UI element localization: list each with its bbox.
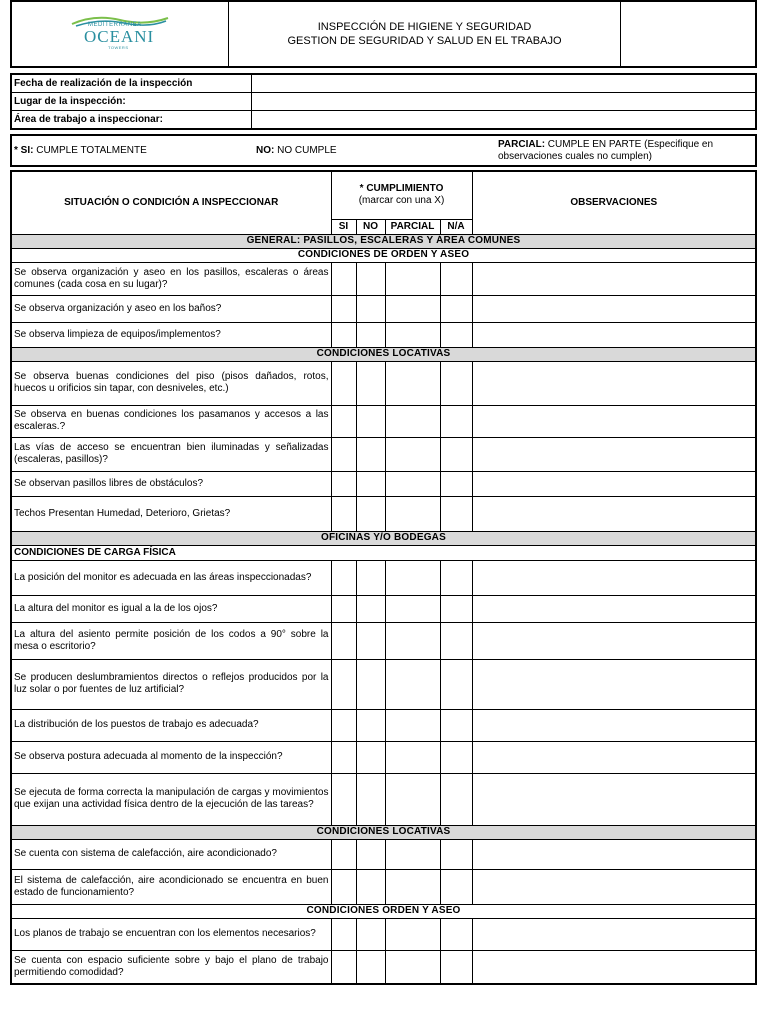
check-na[interactable] <box>440 595 472 622</box>
column-parcial: PARCIAL <box>385 219 440 234</box>
legend-parcial-text: CUMPLE EN PARTE (Especifique en observaciones cuales no cumplen) <box>498 138 714 162</box>
observation-cell[interactable] <box>472 918 756 950</box>
check-si[interactable] <box>331 659 356 709</box>
table-row <box>11 405 756 437</box>
question-text: Se observa organización y aseo en los pasillos, escaleras o áreas comunes (cada cosa en su lugar)? <box>11 262 331 295</box>
check-parcial[interactable] <box>385 471 440 496</box>
code-cell <box>621 1 757 67</box>
check-si[interactable] <box>331 839 356 869</box>
check-si[interactable] <box>331 361 356 405</box>
check-si[interactable] <box>331 741 356 773</box>
company-logo <box>70 14 170 54</box>
check-parcial[interactable] <box>385 560 440 595</box>
question-text: Se producen deslumbramientos directos o reflejos producidos por la luz solar o por fuentes de luz artificial? <box>11 659 331 709</box>
observation-cell[interactable] <box>472 622 756 659</box>
question-text: Los planos de trabajo se encuentran con los elementos necesarios? <box>11 918 331 950</box>
check-parcial[interactable] <box>385 709 440 741</box>
check-no[interactable] <box>356 437 385 471</box>
column-no: NO <box>356 219 385 234</box>
section-locativas-2: CONDICIONES LOCATIVAS <box>11 825 756 839</box>
check-si[interactable] <box>331 560 356 595</box>
observation-cell[interactable] <box>472 437 756 471</box>
area-label: Área de trabajo a inspeccionar: <box>11 111 252 130</box>
check-no[interactable] <box>356 262 385 295</box>
check-no[interactable] <box>356 773 385 825</box>
question-text: Se observa buenas condiciones del piso (pisos dañados, rotos, huecos u orificios sin tapar, con desniveles, etc.) <box>11 361 331 405</box>
column-situacion: SITUACIÓN O CONDICIÓN A INSPECCIONAR <box>11 171 331 234</box>
check-no[interactable] <box>356 869 385 904</box>
logo-main: OCEANI <box>84 27 155 46</box>
fecha-label: Fecha de realización de la inspección <box>11 74 252 93</box>
check-na[interactable] <box>440 361 472 405</box>
question-text: El sistema de calefacción, aire acondicionado se encuentra en buen estado de funcionamiento? <box>11 869 331 904</box>
area-field[interactable] <box>252 111 757 130</box>
question-text: La altura del asiento permite posición de los codos a 90° sobre la mesa o escritorio? <box>11 622 331 659</box>
inspection-info <box>10 73 757 130</box>
table-row <box>11 322 756 347</box>
table-row <box>11 950 756 984</box>
cumplimiento-title: * CUMPLIMIENTO <box>359 183 444 195</box>
check-no[interactable] <box>356 496 385 531</box>
check-no[interactable] <box>356 595 385 622</box>
observation-cell[interactable] <box>472 595 756 622</box>
check-no[interactable] <box>356 622 385 659</box>
check-si[interactable] <box>331 773 356 825</box>
document-header <box>10 0 757 68</box>
check-parcial[interactable] <box>385 950 440 984</box>
check-na[interactable] <box>440 560 472 595</box>
table-row <box>11 869 756 904</box>
table-row <box>11 709 756 741</box>
check-si[interactable] <box>331 295 356 322</box>
legend-no-key: NO: <box>256 145 275 156</box>
check-si[interactable] <box>331 918 356 950</box>
observation-cell[interactable] <box>472 950 756 984</box>
check-parcial[interactable] <box>385 295 440 322</box>
observation-cell[interactable] <box>472 709 756 741</box>
check-no[interactable] <box>356 839 385 869</box>
check-no[interactable] <box>356 295 385 322</box>
check-si[interactable] <box>331 869 356 904</box>
check-no[interactable] <box>356 659 385 709</box>
check-no[interactable] <box>356 950 385 984</box>
question-text: Techos Presentan Humedad, Deterioro, Grietas? <box>11 496 331 531</box>
table-row <box>11 773 756 825</box>
question-text: Se observa limpieza de equipos/implementos? <box>11 322 331 347</box>
question-text: La posición del monitor es adecuada en las áreas inspeccionadas? <box>11 560 331 595</box>
check-parcial[interactable] <box>385 869 440 904</box>
cumplimiento-subtitle: (marcar con una X) <box>358 195 445 207</box>
check-no[interactable] <box>356 741 385 773</box>
question-text: Se ejecuta de forma correcta la manipulación de cargas y movimientos que exijan una actividad física dentro de la ejecución de las tareas? <box>11 773 331 825</box>
check-parcial[interactable] <box>385 741 440 773</box>
check-no[interactable] <box>356 471 385 496</box>
table-row <box>11 437 756 471</box>
check-na[interactable] <box>440 709 472 741</box>
question-text: Se cuenta con sistema de calefacción, aire acondicionado? <box>11 839 331 869</box>
legend-no <box>254 135 496 166</box>
question-text: La altura del monitor es igual a la de los ojos? <box>11 595 331 622</box>
check-na[interactable] <box>440 741 472 773</box>
observation-cell[interactable] <box>472 262 756 295</box>
check-parcial[interactable] <box>385 918 440 950</box>
check-parcial[interactable] <box>385 322 440 347</box>
table-row <box>11 471 756 496</box>
question-text: Se observan pasillos libres de obstáculos? <box>11 471 331 496</box>
check-parcial[interactable] <box>385 659 440 709</box>
check-na[interactable] <box>440 622 472 659</box>
lugar-field[interactable] <box>252 93 757 111</box>
table-row <box>11 262 756 295</box>
check-si[interactable] <box>331 405 356 437</box>
check-parcial[interactable] <box>385 595 440 622</box>
check-si[interactable] <box>331 709 356 741</box>
checklist-table <box>10 170 757 985</box>
check-na[interactable] <box>440 950 472 984</box>
column-na: N/A <box>440 219 472 234</box>
check-na[interactable] <box>440 869 472 904</box>
check-parcial[interactable] <box>385 622 440 659</box>
legend-si <box>11 135 254 166</box>
check-na[interactable] <box>440 295 472 322</box>
table-row <box>11 659 756 709</box>
table-row <box>11 496 756 531</box>
check-no[interactable] <box>356 709 385 741</box>
check-parcial[interactable] <box>385 361 440 405</box>
check-no[interactable] <box>356 322 385 347</box>
check-parcial[interactable] <box>385 405 440 437</box>
column-si: SI <box>331 219 356 234</box>
check-na[interactable] <box>440 322 472 347</box>
table-row <box>11 741 756 773</box>
check-na[interactable] <box>440 839 472 869</box>
check-na[interactable] <box>440 918 472 950</box>
question-text: Se observa organización y aseo en los baños? <box>11 295 331 322</box>
observation-cell[interactable] <box>472 471 756 496</box>
legend-no-text: NO CUMPLE <box>274 145 337 156</box>
check-si[interactable] <box>331 595 356 622</box>
column-cumplimiento <box>331 171 472 219</box>
column-observaciones: OBSERVACIONES <box>472 171 756 234</box>
check-si[interactable] <box>331 496 356 531</box>
lugar-label: Lugar de la inspección: <box>11 93 252 111</box>
document-title <box>229 1 621 67</box>
legend-parcial-key: PARCIAL: <box>498 138 546 150</box>
observation-cell[interactable] <box>472 322 756 347</box>
section-general: GENERAL: PASILLOS, ESCALERAS Y ÁREA COMUNES <box>11 234 756 248</box>
observation-cell[interactable] <box>472 773 756 825</box>
check-na[interactable] <box>440 262 472 295</box>
check-na[interactable] <box>440 773 472 825</box>
table-row <box>11 295 756 322</box>
table-row <box>11 560 756 595</box>
question-text: Se observa postura adecuada al momento de la inspección? <box>11 741 331 773</box>
check-no[interactable] <box>356 405 385 437</box>
check-si[interactable] <box>331 471 356 496</box>
table-row <box>11 622 756 659</box>
question-text: Se cuenta con espacio suficiente sobre y bajo el plano de trabajo permitiendo comodidad? <box>11 950 331 984</box>
observation-cell[interactable] <box>472 741 756 773</box>
observation-cell[interactable] <box>472 361 756 405</box>
title-line-1: INSPECCIÓN DE HIGIENE Y SEGURIDAD <box>317 21 532 33</box>
legend-parcial <box>496 135 756 166</box>
check-si[interactable] <box>331 262 356 295</box>
check-parcial[interactable] <box>385 437 440 471</box>
logo-cell <box>11 1 229 67</box>
check-parcial[interactable] <box>385 262 440 295</box>
check-no[interactable] <box>356 918 385 950</box>
legend <box>10 134 757 167</box>
observation-cell[interactable] <box>472 405 756 437</box>
check-na[interactable] <box>440 471 472 496</box>
title-line-2: GESTION DE SEGURIDAD Y SALUD EN EL TRABAJO <box>287 35 562 47</box>
section-carga-fisica: CONDICIONES DE CARGA FÍSICA <box>11 545 756 560</box>
question-text: La distribución de los puestos de trabajo es adecuada? <box>11 709 331 741</box>
table-row <box>11 595 756 622</box>
legend-si-key: * SI: <box>14 145 34 156</box>
legend-si-text: CUMPLE TOTALMENTE <box>33 145 147 156</box>
observation-cell[interactable] <box>472 560 756 595</box>
check-parcial[interactable] <box>385 839 440 869</box>
question-text: Se observa en buenas condiciones los pasamanos y accesos a las escaleras.? <box>11 405 331 437</box>
observation-cell[interactable] <box>472 496 756 531</box>
observation-cell[interactable] <box>472 295 756 322</box>
table-row <box>11 361 756 405</box>
check-na[interactable] <box>440 437 472 471</box>
section-orden-aseo-1: CONDICIONES DE ORDEN Y ASEO <box>11 248 756 262</box>
check-na[interactable] <box>440 659 472 709</box>
fecha-field[interactable] <box>252 74 757 93</box>
table-row <box>11 918 756 950</box>
section-orden-aseo-2: CONDICIONES ORDEN Y ASEO <box>11 904 756 918</box>
observation-cell[interactable] <box>472 869 756 904</box>
table-row <box>11 839 756 869</box>
logo-small-top: MEDITERRANEA <box>88 22 142 28</box>
check-si[interactable] <box>331 622 356 659</box>
check-parcial[interactable] <box>385 496 440 531</box>
check-si[interactable] <box>331 437 356 471</box>
check-no[interactable] <box>356 361 385 405</box>
check-si[interactable] <box>331 322 356 347</box>
section-locativas-1: CONDICIONES LOCATIVAS <box>11 347 756 361</box>
check-si[interactable] <box>331 950 356 984</box>
observation-cell[interactable] <box>472 659 756 709</box>
logo-small-bottom: TOWERS <box>108 45 129 50</box>
check-na[interactable] <box>440 496 472 531</box>
question-text: Las vías de acceso se encuentran bien iluminadas y señalizadas (escaleras, pasillos)? <box>11 437 331 471</box>
section-oficinas: OFICINAS Y/O BODEGAS <box>11 531 756 545</box>
check-no[interactable] <box>356 560 385 595</box>
observation-cell[interactable] <box>472 839 756 869</box>
check-na[interactable] <box>440 405 472 437</box>
check-parcial[interactable] <box>385 773 440 825</box>
